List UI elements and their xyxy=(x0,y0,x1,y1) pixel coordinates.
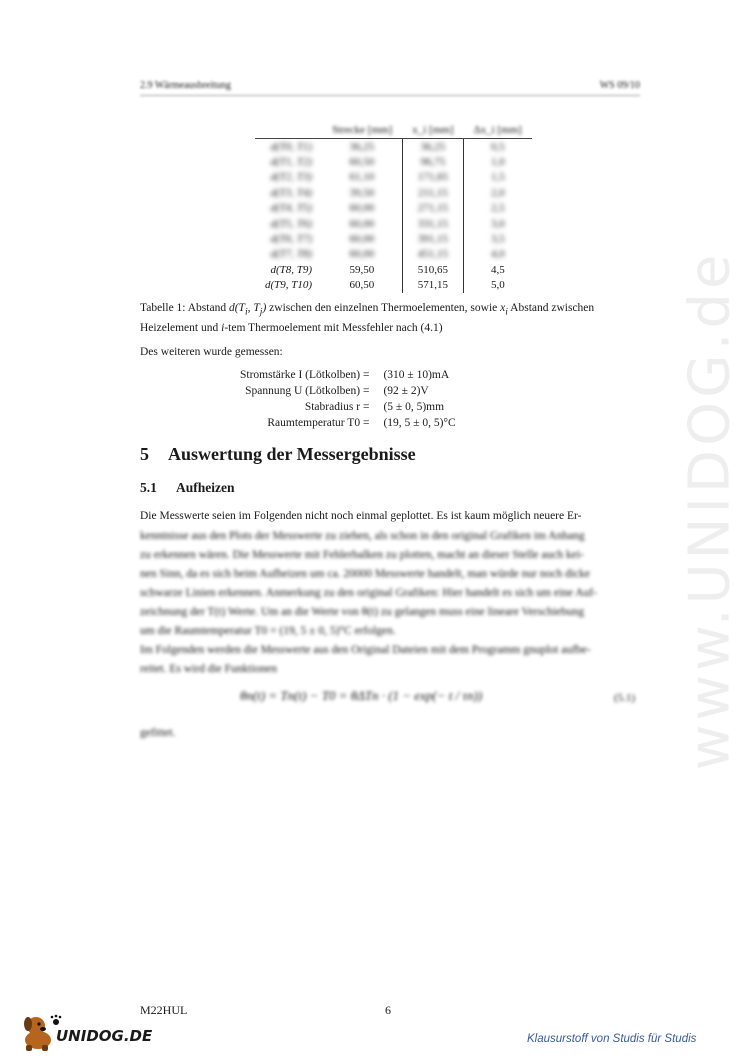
paragraph-line: nen Sinn, da es sich beim Aufheizen um ca. 20000 Messwerte handelt, man würde nur noch dicke xyxy=(140,568,590,580)
row-label: d(T2, T3) xyxy=(270,171,313,184)
table-row xyxy=(255,170,532,185)
paragraph-line: reitet. Es wird die Funktionen xyxy=(140,663,278,675)
paragraph-line: Im Folgenden werden die Messwerte aus den Original Dateien mit dem Programm gnuplot aufbe- xyxy=(140,644,591,656)
header-right: WS 09/10 xyxy=(599,80,640,91)
tagline: Klausurstoff von Studis für Studis xyxy=(527,1033,697,1045)
row-dx: 1,0 xyxy=(491,156,505,169)
row-x: 571,15 xyxy=(402,278,463,293)
caption-math3: i xyxy=(221,322,225,335)
row-dx: 0,5 xyxy=(491,140,505,153)
row-x: 391,15 xyxy=(402,231,463,246)
measured-intro: Des weiteren wurde gemessen: xyxy=(140,346,283,358)
row-strecke: 60,00 xyxy=(322,216,402,231)
row-dx: 1,5 xyxy=(491,171,505,184)
watermark-text: www.UNIDOG.de xyxy=(677,250,743,770)
row-x: 331,15 xyxy=(402,216,463,231)
caption-part2: zwischen den einzelnen Thermoelementen, sowie xyxy=(266,302,501,314)
caption-math1-end: ) xyxy=(262,302,267,314)
row-dx: 3,5 xyxy=(491,233,505,246)
caption-math2 xyxy=(500,302,508,318)
measurement-row xyxy=(240,399,456,415)
table-header-x: x_i [mm] xyxy=(402,122,463,139)
row-x: 211,15 xyxy=(402,185,463,200)
table-header-empty xyxy=(255,122,322,139)
section-number: 5 xyxy=(140,444,149,464)
section-title: Auswertung der Messergebnisse xyxy=(168,444,416,464)
measurement-label: Spannung U (Lötkolben) = xyxy=(245,385,370,397)
caption-math1 xyxy=(228,302,267,318)
row-x: 36,25 xyxy=(402,139,463,155)
row-x: 451,15 xyxy=(402,247,463,262)
row-strecke: 36,25 xyxy=(322,139,402,155)
table-row xyxy=(255,231,532,246)
row-label: d(T4, T5) xyxy=(270,202,313,215)
table-header-dx: Δx_i [mm] xyxy=(464,122,532,139)
subsection-number: 5.1 xyxy=(140,480,157,495)
caption-math1-mid: , T xyxy=(247,302,260,314)
caption-math2-sub: i xyxy=(505,306,508,318)
row-strecke: 60,00 xyxy=(322,231,402,246)
table-row xyxy=(255,154,532,169)
paragraph-line: zu erkennen wären. Die Messwerte mit Fehlerbalken zu plotten, macht an dieser Stelle auch kei- xyxy=(140,549,584,561)
caption-math2-x: x xyxy=(500,302,506,314)
row-strecke: 39,50 xyxy=(322,185,402,200)
measurement-label: Stromstärke I (Lötkolben) = xyxy=(240,369,370,381)
row-x: 271,15 xyxy=(402,201,463,216)
row-label: d(T8, T9) xyxy=(270,263,313,276)
row-strecke: 60,00 xyxy=(322,247,402,262)
logo-text: UNIDOG.DE xyxy=(56,1027,153,1045)
caption-part1: Tabelle 1: Abstand xyxy=(140,302,229,314)
after-equation-text: gefittet. xyxy=(140,727,176,739)
table-row xyxy=(255,185,532,200)
table-row xyxy=(255,216,532,231)
equation: θn(t) = Tn(t) − T0 = θΔTn · (1 − exp(− t / τn)) xyxy=(240,688,483,703)
paragraph-line: kenntnisse aus den Plots der Messwerte zu ziehen, als schon in den original Grafiken im Anhang xyxy=(140,530,585,542)
row-label: d(T3, T4) xyxy=(270,186,313,199)
row-x: 96,75 xyxy=(402,154,463,169)
row-dx: 4,0 xyxy=(491,248,505,261)
paragraph-line: schwarze Linien erkennen. Anmerkung zu den original Grafiken: Hier handelt es sich um eine Auf- xyxy=(140,587,597,599)
measurement-value: (92 ± 2)V xyxy=(383,385,429,397)
row-label: d(T7, T8) xyxy=(270,248,313,261)
row-label: d(T9, T10) xyxy=(265,279,313,292)
row-strecke: 61,10 xyxy=(322,170,402,185)
measurement-label: Stabradius r = xyxy=(304,401,370,413)
measurements-list xyxy=(240,367,456,431)
table-header-strecke: Strecke [mm] xyxy=(322,122,402,139)
table-caption xyxy=(140,300,645,337)
subsection-heading xyxy=(140,480,235,496)
page-number: 6 xyxy=(385,1003,391,1017)
table-row xyxy=(255,201,532,216)
dog-icon xyxy=(24,1017,51,1051)
row-strecke: 59,50 xyxy=(322,262,402,277)
row-label: d(T5, T6) xyxy=(270,217,313,230)
table-row xyxy=(255,262,532,277)
section-heading xyxy=(140,444,416,465)
measurement-value: (310 ± 10)mA xyxy=(383,369,450,381)
measurement-value: (19, 5 ± 0, 5)°C xyxy=(383,417,456,429)
row-x: 510,65 xyxy=(402,262,463,277)
caption-math1-sub-a: i xyxy=(244,306,248,318)
row-strecke: 60,50 xyxy=(322,278,402,293)
caption-math1-a: d(T xyxy=(228,302,245,314)
measurement-value: (5 ± 0, 5)mm xyxy=(383,401,445,413)
table-row xyxy=(255,278,532,293)
row-dx: 2,5 xyxy=(491,202,505,215)
measurement-row xyxy=(240,383,456,399)
table-row xyxy=(255,139,532,155)
watermark xyxy=(660,250,750,770)
row-dx: 2,0 xyxy=(491,186,505,199)
caption-part3: Abstand zwischen Heizelement und xyxy=(140,302,595,335)
row-strecke: 60,50 xyxy=(322,154,402,169)
paragraph-line: um die Raumtemperatur T0 = (19, 5 ± 0, 5)°C erfolgen. xyxy=(140,625,396,637)
caption-math1-sub-b: j xyxy=(259,306,263,318)
row-label: d(T0, T1) xyxy=(270,140,313,153)
row-dx: 4,5 xyxy=(491,263,505,276)
subsection-title: Aufheizen xyxy=(176,480,235,495)
distance-table xyxy=(255,122,532,293)
paragraph-first-line: Die Messwerte seien im Folgenden nicht noch einmal geplottet. Es ist kaum möglich neuere Er- xyxy=(140,510,582,522)
row-x: 171,65 xyxy=(402,170,463,185)
paw-icon xyxy=(51,1015,62,1025)
table-header-row xyxy=(255,122,532,139)
row-strecke: 60,00 xyxy=(322,201,402,216)
row-label: d(T6, T7) xyxy=(270,233,313,246)
measurement-row xyxy=(240,415,456,431)
measurement-row xyxy=(240,367,456,383)
caption-part4: -tem Thermoelement mit Messfehler nach (4.1) xyxy=(224,322,443,335)
paragraph-line: zeichnung der T(t) Werte. Um an die Werte von θ(t) zu gelangen muss eine lineare Verschiebung xyxy=(140,606,585,618)
equation-number: (5.1) xyxy=(614,692,636,704)
measurement-label: Raumtemperatur T0 = xyxy=(267,417,370,429)
row-dx: 5,0 xyxy=(491,279,505,292)
footer-author: M22HUL xyxy=(140,1003,188,1017)
table-row xyxy=(255,247,532,262)
row-dx: 3,0 xyxy=(491,217,505,230)
header-left: 2.9 Wärmeausbreitung xyxy=(140,80,231,91)
row-label: d(T1, T2) xyxy=(270,156,313,169)
page-header xyxy=(140,80,640,96)
